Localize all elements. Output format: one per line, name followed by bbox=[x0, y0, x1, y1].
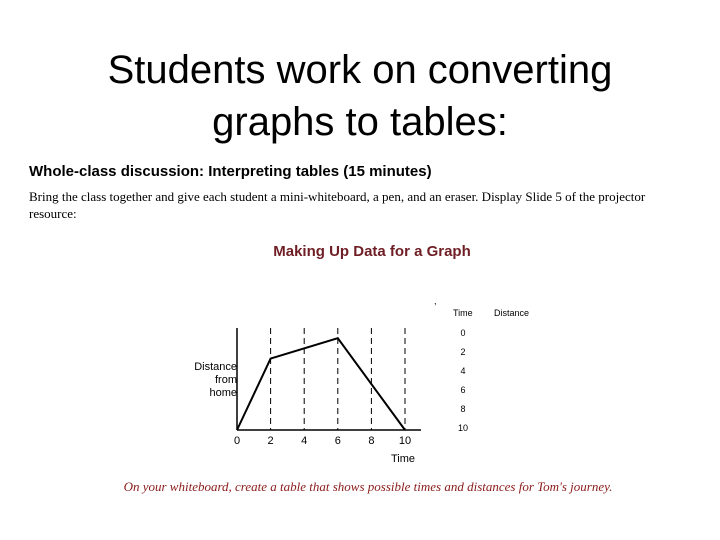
x-tick-label: 6 bbox=[334, 435, 341, 447]
y-axis-label-line1: Distance bbox=[194, 361, 237, 373]
y-axis-label-line2: from bbox=[215, 374, 237, 386]
x-tick-label: 2 bbox=[267, 435, 274, 447]
instructions-text: Bring the class together and give each student a mini-whiteboard, a pen, and an eraser. Display Slide 5 of the projector resource: bbox=[29, 189, 646, 221]
series-line bbox=[237, 338, 405, 430]
table-time-value: 10 bbox=[457, 423, 469, 433]
slide-title-line2: graphs to tables: bbox=[212, 100, 508, 144]
x-tick-label: 10 bbox=[398, 435, 412, 447]
slide-title bbox=[0, 44, 720, 148]
x-tick-label: 8 bbox=[368, 435, 375, 447]
table-time-value: 0 bbox=[460, 328, 466, 338]
table-time-value: 2 bbox=[460, 347, 466, 357]
figure-title: Making Up Data for a Graph bbox=[273, 243, 471, 260]
table-time-value: 8 bbox=[460, 404, 466, 414]
x-tick-label: 4 bbox=[301, 435, 308, 447]
x-tick-label: 0 bbox=[233, 435, 241, 447]
distance-time-graph bbox=[186, 290, 546, 470]
table-time-value: 6 bbox=[460, 385, 466, 395]
grid-lines bbox=[271, 328, 405, 430]
time-table-values bbox=[458, 328, 468, 433]
stray-mark: , bbox=[434, 296, 437, 306]
x-tick-labels bbox=[234, 435, 411, 447]
section-heading: Whole-class discussion: Interpreting tables (15 minutes) bbox=[29, 163, 432, 180]
table-time-value: 4 bbox=[460, 366, 466, 376]
table-header-distance: Distance bbox=[494, 308, 530, 318]
y-axis-label-line3: home bbox=[209, 387, 237, 399]
slide-title-line1: Students work on converting bbox=[107, 48, 613, 92]
x-axis-label: Time bbox=[390, 453, 416, 465]
figure-caption: On your whiteboard, create a table that shows possible times and distances for Tom's journey. bbox=[123, 479, 613, 494]
table-header-time: Time bbox=[453, 308, 473, 318]
